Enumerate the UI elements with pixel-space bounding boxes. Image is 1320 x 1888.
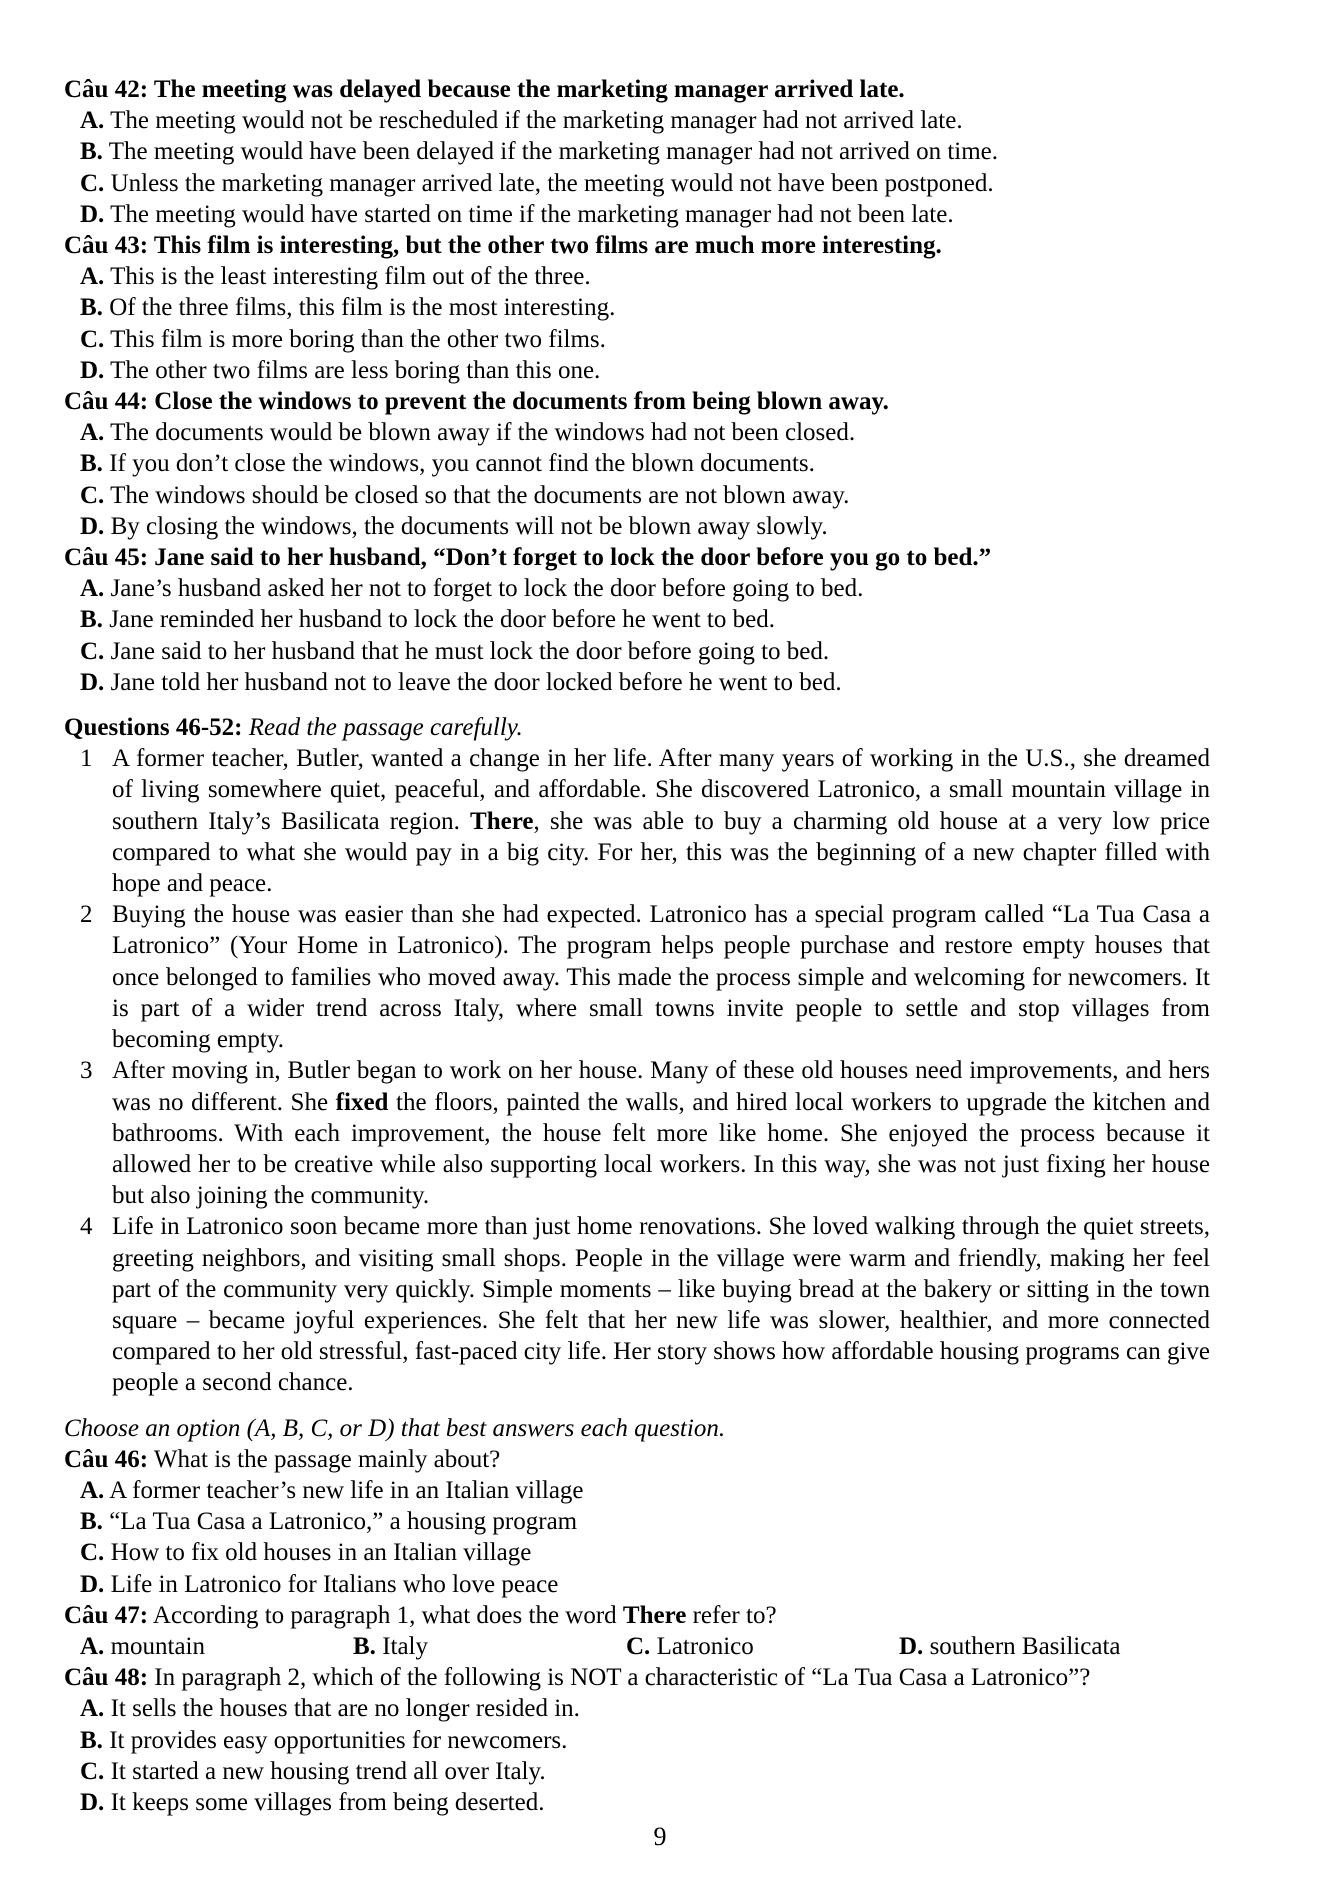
- question-46-option-a[interactable]: [64, 1475, 1214, 1506]
- question-43-stem: [64, 230, 1214, 261]
- option-text: It keeps some villages from being deserted.: [110, 1788, 545, 1816]
- question-42-number: Câu 42:: [64, 76, 149, 103]
- option-text: Jane’s husband asked her not to forget to lock the door before going to bed.: [110, 575, 864, 603]
- question-47-keyword: There: [622, 1601, 687, 1629]
- question-45-option-c[interactable]: [64, 636, 1214, 667]
- option-label: B.: [80, 606, 103, 634]
- question-47-text: According to paragraph 1, what does the word: [152, 1601, 623, 1629]
- question-44-option-d[interactable]: [64, 511, 1214, 542]
- question-45-option-d[interactable]: [64, 667, 1214, 698]
- question-45-option-a[interactable]: [64, 573, 1214, 604]
- option-label: C.: [80, 481, 105, 509]
- option-text: Life in Latronico for Italians who love peace: [110, 1570, 559, 1598]
- paragraph-number: 3: [80, 1057, 93, 1085]
- question-42-option-c[interactable]: [64, 168, 1214, 199]
- option-label: D.: [80, 1788, 105, 1816]
- option-label: A.: [80, 1695, 105, 1723]
- option-text: Italy: [382, 1632, 429, 1660]
- option-label: A.: [80, 575, 105, 603]
- option-label: B.: [80, 450, 103, 478]
- option-label: B.: [80, 1726, 103, 1754]
- option-text: It sells the houses that are no longer resided in.: [110, 1695, 580, 1723]
- question-45-option-b[interactable]: [64, 604, 1214, 635]
- option-label: B.: [80, 294, 103, 322]
- question-47-options: [64, 1631, 1214, 1662]
- question-46-option-b[interactable]: [64, 1506, 1214, 1537]
- option-label: C.: [80, 1757, 105, 1785]
- option-text: The documents would be blown away if the windows had not been closed.: [110, 419, 856, 447]
- option-text: “La Tua Casa a Latronico,” a housing program: [109, 1508, 578, 1536]
- option-label: C.: [80, 169, 105, 197]
- question-48-stem: [64, 1662, 1214, 1693]
- passage-heading: [64, 712, 1214, 743]
- passage-paragraph-3: [64, 1055, 1214, 1211]
- question-42-option-b[interactable]: [64, 136, 1214, 167]
- question-45-text: Jane said to her husband, “Don’t forget to lock the door before you go to bed.”: [154, 544, 992, 572]
- paragraph-text: Buying the house was easier than she had expected. Latronico has a special program called “La Tua Casa a Latronico” (Your Home in Latronico). The program helps people purchase and restore empty houses that once belonged to families who moved away. This made the process simple and welcoming for newcomers. It is part of a wider trend across Italy, where small towns invite people to settle and stop villages from becoming empty.: [112, 901, 1210, 1054]
- exam-page: [64, 74, 1214, 1818]
- question-43-option-b[interactable]: [64, 292, 1214, 323]
- paragraph-text-part: A former teacher, Butler, wanted a change in her life. After many years of working in the U.S., she dreamed of living somewhere quiet, peaceful, and affordable. She discovered Latronico, a small mountain village in southern Italy’s Basilicata region.: [112, 745, 1210, 835]
- instruction-text: Choose an option (A, B, C, or D) that best answers each question.: [64, 1414, 726, 1442]
- question-46-number: Câu 46:: [64, 1445, 149, 1473]
- question-42-option-d[interactable]: [64, 199, 1214, 230]
- option-label: A.: [80, 263, 105, 291]
- option-label: B.: [353, 1632, 376, 1660]
- option-text: The meeting would have started on time if the marketing manager had not been late.: [110, 200, 954, 228]
- question-42-stem: [64, 74, 1214, 105]
- option-text: It provides easy opportunities for newcomers.: [109, 1726, 568, 1754]
- option-label: D.: [80, 356, 105, 384]
- option-text: A former teacher’s new life in an Italian village: [109, 1476, 584, 1504]
- question-44-option-c[interactable]: [64, 480, 1214, 511]
- question-43-option-a[interactable]: [64, 261, 1214, 292]
- option-text: Jane reminded her husband to lock the door before he went to bed.: [109, 606, 775, 634]
- highlighted-word-fixed: fixed: [335, 1088, 389, 1116]
- question-48-number: Câu 48:: [64, 1664, 149, 1692]
- option-text: mountain: [110, 1632, 205, 1660]
- option-label: B.: [80, 1508, 103, 1536]
- option-label: A.: [80, 1632, 105, 1660]
- option-text: The meeting would have been delayed if the marketing manager had not arrived on time.: [108, 138, 999, 166]
- question-47-option-d[interactable]: [899, 1631, 1172, 1662]
- option-text: How to fix old houses in an Italian village: [110, 1539, 532, 1567]
- question-45-number: Câu 45:: [64, 544, 149, 572]
- option-label: B.: [80, 138, 103, 166]
- option-label: D.: [80, 512, 105, 540]
- question-42-option-a[interactable]: [64, 105, 1214, 136]
- question-48-option-b[interactable]: [64, 1725, 1214, 1756]
- option-text: The meeting would not be rescheduled if the marketing manager had not arrived late.: [110, 107, 963, 135]
- question-43-number: Câu 43:: [64, 232, 149, 260]
- question-46-stem: [64, 1444, 1214, 1475]
- option-label: C.: [80, 637, 105, 665]
- option-text: This film is more boring than the other two films.: [110, 325, 606, 353]
- paragraph-text-part: , she was able to buy a charming old house at a very low price compared to what she would pay in a big city. For her, this was the beginning of a new chapter filled with hope and peace.: [112, 807, 1210, 898]
- option-text: Jane told her husband not to leave the door locked before he went to bed.: [110, 668, 842, 696]
- question-48-option-c[interactable]: [64, 1756, 1214, 1787]
- question-47-stem: [64, 1600, 1214, 1631]
- passage-heading-range: Questions 46-52:: [64, 714, 243, 742]
- option-label: C.: [80, 1539, 105, 1567]
- paragraph-number: 1: [80, 745, 93, 773]
- option-label: A.: [80, 419, 105, 447]
- page-number: 9: [653, 1822, 667, 1851]
- question-47-number: Câu 47:: [64, 1601, 149, 1629]
- paragraph-number: 2: [80, 901, 93, 929]
- option-text: It started a new housing trend all over Italy.: [110, 1757, 546, 1785]
- question-43-option-c[interactable]: [64, 324, 1214, 355]
- option-label: D.: [80, 668, 105, 696]
- option-text: The other two films are less boring than this one.: [110, 356, 601, 384]
- question-47-option-a[interactable]: [80, 1631, 353, 1662]
- question-44-stem: [64, 386, 1214, 417]
- option-label: D.: [80, 200, 105, 228]
- option-text: Latronico: [656, 1632, 754, 1660]
- paragraph-text-part: the floors, painted the walls, and hired local workers to upgrade the kitchen and bathrooms. With each improvement, the house felt more like home. She enjoyed the process because it allowed her to be creative while also supporting local workers. In this way, she was not just fixing her house but also joining the community.: [112, 1088, 1210, 1210]
- question-44-number: Câu 44:: [64, 388, 149, 416]
- passage-heading-instruction: Read the passage carefully.: [248, 714, 523, 742]
- question-46-option-d[interactable]: [64, 1569, 1214, 1600]
- option-text: Jane said to her husband that he must lock the door before going to bed.: [110, 637, 830, 665]
- question-48-option-a[interactable]: [64, 1693, 1214, 1724]
- question-48-option-d[interactable]: [64, 1787, 1214, 1818]
- question-47-option-b[interactable]: [353, 1631, 626, 1662]
- question-43-option-d[interactable]: [64, 355, 1214, 386]
- option-text: The windows should be closed so that the documents are not blown away.: [110, 481, 850, 509]
- option-label: D.: [899, 1632, 924, 1660]
- option-label: C.: [80, 325, 105, 353]
- paragraph-text: Life in Latronico soon became more than just home renovations. She loved walking through the quiet streets, greeting neighbors, and visiting small shops. People in the village were warm and friendly, making her feel part of the community very quickly. Simple moments – like buying bread at the bakery or sitting in the town square – became joyful experiences. She felt that her new life was slower, healthier, and more connected compared to her old stressful, fast-paced city life. Her story shows how affordable housing programs can give people a second chance.: [112, 1213, 1210, 1397]
- option-label: C.: [626, 1632, 651, 1660]
- question-48-text: In paragraph 2, which of the following is NOT a characteristic of “La Tua Casa a Latronico”?: [154, 1664, 1091, 1692]
- question-47-text-end: refer to?: [686, 1601, 777, 1629]
- question-47-option-c[interactable]: [626, 1631, 899, 1662]
- question-42-text: The meeting was delayed because the marketing manager arrived late.: [153, 76, 905, 103]
- option-text: This is the least interesting film out of the three.: [110, 263, 591, 291]
- option-text: Of the three films, this film is the most interesting.: [109, 294, 616, 322]
- question-44-option-a[interactable]: [64, 417, 1214, 448]
- paragraph-text-part: After moving in, Butler began to work on her house. Many of these old houses need improvements, and hers was no different. She: [112, 1057, 1210, 1116]
- question-46-text: What is the passage mainly about?: [153, 1445, 501, 1473]
- passage-paragraph-2: [64, 899, 1214, 1055]
- question-44-option-b[interactable]: [64, 448, 1214, 479]
- passage-paragraph-1: [64, 743, 1214, 899]
- question-43-text: This film is interesting, but the other two films are much more interesting.: [153, 232, 942, 260]
- question-46-option-c[interactable]: [64, 1537, 1214, 1568]
- option-label: A.: [80, 107, 105, 135]
- option-text: Unless the marketing manager arrived late, the meeting would not have been postponed.: [110, 169, 994, 197]
- paragraph-text: [112, 743, 1210, 899]
- highlighted-word-there: There: [470, 807, 534, 835]
- question-45-stem: [64, 542, 1214, 573]
- option-text: If you don’t close the windows, you cannot find the blown documents.: [109, 450, 815, 478]
- option-text: By closing the windows, the documents will not be blown away slowly.: [110, 512, 828, 540]
- passage-paragraph-4: [64, 1211, 1214, 1398]
- paragraph-text: [112, 1055, 1210, 1211]
- option-label: D.: [80, 1570, 105, 1598]
- option-text: southern Basilicata: [929, 1632, 1121, 1660]
- paragraph-number: 4: [80, 1213, 93, 1241]
- question-44-text: Close the windows to prevent the documents from being blown away.: [154, 388, 889, 416]
- option-label: A.: [80, 1476, 105, 1504]
